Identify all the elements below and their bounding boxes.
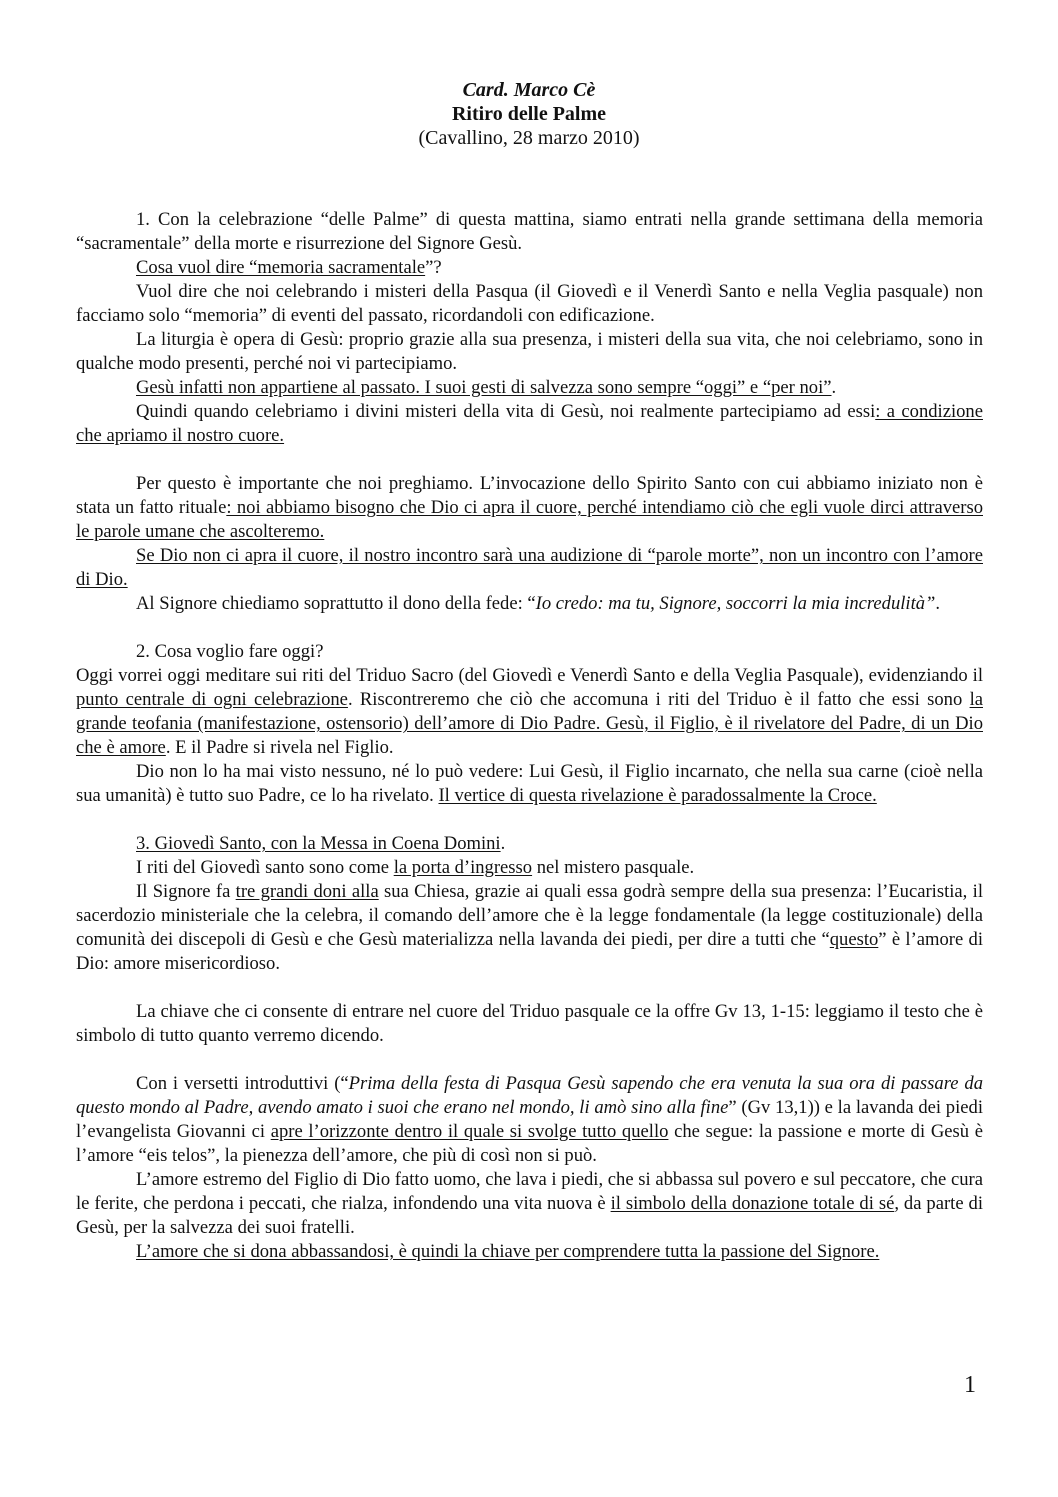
underlined-text: la grande teofania (manifestazione, ostensorio) dell’amore di Dio Padre. Gesù, il Figlio, è il rivelatore del Padre, di un Dio che è amore: [76, 689, 983, 758]
paragraph: [76, 1168, 983, 1240]
text-span: ” (Gv 13,1)) e la lavanda dei piedi l’evangelista Giovanni ci: [76, 1097, 983, 1142]
italic-quote: Prima della festa di Pasqua Gesù sapendo che era venuta la sua ora di passare da questo mondo al Padre, avendo amato i suoi che erano nel mondo, li amò sino alla fine: [76, 1073, 983, 1118]
text-span: che segue: la passione e morte di Gesù è l’amore “eis telos”, la pienezza dell’amore, che più di così non si può.: [76, 1121, 983, 1166]
underlined-text: la porta d’ingresso: [393, 857, 533, 878]
text-span: La chiave che ci consente di entrare nel cuore del Triduo pasquale ce la offre Gv 13, 1-15: leggiamo il testo che è simbolo di tutto quanto verremo dicendo.: [76, 1001, 983, 1046]
underlined-text: questo: [829, 929, 879, 950]
underlined-text: punto centrale di ogni celebrazione: [76, 689, 348, 710]
paragraph: [76, 1072, 983, 1168]
paragraph: [76, 280, 983, 328]
document-body: [76, 208, 983, 1264]
underlined-text: Cosa vuol dire “memoria sacramentale: [136, 257, 426, 278]
paragraph: [76, 328, 983, 376]
underlined-text: il simbolo della donazione totale di sé: [610, 1193, 895, 1214]
text-span: 2. Cosa voglio fare oggi?: [136, 641, 324, 662]
text-span: ”?: [425, 257, 442, 278]
paragraph: [76, 760, 983, 808]
text-span: Con i versetti introduttivi (“: [136, 1073, 349, 1094]
section-heading: [76, 832, 983, 856]
text-span: .: [500, 833, 506, 854]
text-span: , da parte di Gesù, per la salvezza dei suoi fratelli.: [76, 1193, 983, 1238]
italic-quote: Io credo: ma tu, Signore, soccorri la mia incredulità”: [535, 593, 936, 614]
paragraph: [76, 592, 983, 616]
underlined-text: apre l’orizzonte dentro il quale si svolge tutto quello: [270, 1121, 669, 1142]
text-span: Quindi quando celebriamo i divini misteri della vita di Gesù, noi realmente partecipiamo ad essi: [136, 401, 876, 422]
text-span: sua Chiesa, grazie ai quali essa godrà sempre della sua presenza: l’Eucaristia, il sacerdozio ministeriale che la celebra, il comando dell’amore che è la legge fondamentale (la legge costituzionale) della comunità dei discepoli di Gesù e che Gesù materializza nella lavanda dei piedi, per dire a tutti che “: [76, 881, 983, 950]
underlined-text: L’amore che si dona abbassandosi, è quindi la chiave per comprendere tutta la passione del Signore.: [136, 1241, 880, 1262]
text-span: Dio non lo ha mai visto nessuno, né lo può vedere: Lui Gesù, il Figlio incarnato, che nella sua carne (cioè nella sua umanità) è tutto suo Padre, ce lo ha rivelato.: [76, 761, 983, 806]
author-line: Card. Marco Cè: [462, 79, 596, 101]
underlined-text: : noi abbiamo bisogno che Dio ci apra il cuore, perché intendiamo ciò che egli vuole dirci attraverso le parole umane che ascolteremo.: [76, 497, 983, 542]
paragraph: [76, 544, 983, 592]
underlined-text: tre grandi doni alla: [235, 881, 379, 902]
paragraph: [76, 1000, 983, 1048]
text-span: Vuol dire che noi celebrando i misteri della Pasqua (il Giovedì e il Venerdì Santo e nella Veglia pasquale) non facciamo solo “memoria” di eventi del passato, ricordandoli con edificazione.: [76, 281, 983, 326]
underlined-text: Il vertice di questa rivelazione è paradossalmente la Croce.: [438, 785, 877, 806]
paragraph-gap: [76, 616, 983, 640]
paragraph-gap: [76, 808, 983, 832]
text-span: ” è l’amore di Dio: amore misericordioso.: [76, 929, 983, 974]
text-span: .: [831, 377, 837, 398]
underlined-text: 3. Giovedì Santo, con la Messa in Coena Domini: [136, 833, 501, 854]
text-span: .: [935, 593, 941, 614]
page-number: 1: [964, 1372, 976, 1398]
paragraph-gap: [76, 1048, 983, 1072]
text-span: Per questo è importante che noi preghiamo. L’invocazione dello Spirito Santo con cui abbiamo iniziato non è stata un fatto rituale: [76, 473, 983, 518]
text-span: nel mistero pasquale.: [532, 857, 695, 878]
paragraph: [76, 856, 983, 880]
paragraph: [76, 376, 983, 400]
text-span: Oggi vorrei oggi meditare sui riti del Triduo Sacro (del Giovedì e Venerdì Santo e della Veglia Pasquale), evidenziando il: [76, 665, 983, 686]
document-header: [0, 78, 1058, 150]
paragraph: [76, 1240, 983, 1264]
paragraph: [76, 208, 983, 256]
text-span: L’amore estremo del Figlio di Dio fatto uomo, che lava i piedi, che si abbassa sul povero e sul peccatore, che cura le ferite, che perdona i peccati, che rialza, infondendo una vita nuova è: [76, 1169, 983, 1214]
text-span: 1. Con la celebrazione “delle Palme” di questa mattina, siamo entrati nella grande settimana della memoria “sacramentale” della morte e risurrezione del Signore Gesù.: [76, 209, 983, 254]
paragraph: [76, 400, 983, 448]
text-span: . E il Padre si rivela nel Figlio.: [165, 737, 394, 758]
text-span: Il Signore fa: [136, 881, 236, 902]
document-title: Ritiro delle Palme: [451, 103, 607, 125]
text-span: . Riscontreremo che ciò che accomuna i riti del Triduo è il fatto che essi sono: [347, 689, 970, 710]
underlined-text: : a condizione che apriamo il nostro cuore.: [76, 401, 983, 446]
text-span: La liturgia è opera di Gesù: proprio grazie alla sua presenza, i misteri della sua vita, che noi celebriamo, sono in qualche modo presenti, perché noi vi partecipiamo.: [76, 329, 983, 374]
place-date-line: (Cavallino, 28 marzo 2010): [418, 127, 640, 149]
section-heading: [76, 640, 983, 664]
paragraph: [76, 664, 983, 760]
underlined-text: Gesù infatti non appartiene al passato. I suoi gesti di salvezza sono sempre “oggi” e “per noi”: [136, 377, 832, 398]
paragraph: [76, 256, 983, 280]
text-span: Al Signore chiediamo soprattutto il dono della fede: “: [136, 593, 536, 614]
paragraph-gap: [76, 976, 983, 1000]
underlined-text: Se Dio non ci apra il cuore, il nostro incontro sarà una audizione di “parole morte”, non un incontro con l’amore di Dio.: [76, 545, 983, 590]
paragraph: [76, 880, 983, 976]
paragraph: [76, 472, 983, 544]
paragraph-gap: [76, 448, 983, 472]
text-span: I riti del Giovedì santo sono come: [136, 857, 394, 878]
